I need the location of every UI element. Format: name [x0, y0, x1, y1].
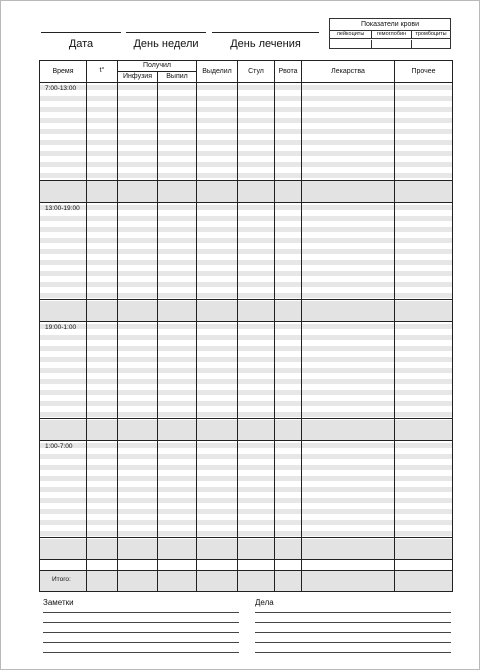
block-divider — [40, 321, 452, 322]
col-drank: Выпил — [166, 73, 188, 80]
column-divider — [274, 61, 275, 591]
weekday-label: День недели — [133, 38, 199, 50]
block-summary-row — [40, 181, 452, 202]
col-infusion: Инфузия — [123, 73, 152, 80]
column-divider — [301, 61, 302, 591]
col-vomit: Рвота — [278, 68, 298, 75]
tasks-writing-line[interactable] — [255, 622, 451, 623]
time-slot-night: 1:00-7:00 — [45, 443, 73, 450]
row-stripe — [40, 140, 452, 145]
tasks-label: Дела — [255, 598, 274, 607]
row-stripe — [40, 487, 452, 492]
row-stripe — [40, 216, 452, 221]
time-slot-morning: 7:00-13:00 — [45, 85, 77, 92]
total-label: Итого: — [52, 576, 71, 583]
block-divider — [40, 418, 452, 419]
block-divider — [40, 570, 452, 571]
row-stripe — [40, 205, 452, 210]
row-stripe — [40, 509, 452, 514]
row-stripe — [40, 335, 452, 340]
total-row — [40, 571, 452, 591]
row-stripe — [40, 129, 452, 134]
row-stripe — [40, 443, 452, 448]
received-subheader-divider — [118, 71, 196, 72]
row-stripe — [40, 465, 452, 470]
row-stripe — [40, 118, 452, 123]
col-received: Получил — [143, 62, 171, 69]
column-divider — [117, 61, 118, 591]
column-divider — [237, 61, 238, 591]
row-stripe — [40, 271, 452, 276]
row-stripe — [40, 293, 452, 298]
block-divider — [40, 537, 452, 538]
notes-writing-line[interactable] — [43, 632, 239, 633]
block-divider — [40, 180, 452, 181]
date-line — [41, 32, 121, 33]
tasks-writing-line[interactable] — [255, 642, 451, 643]
notes-writing-line[interactable] — [43, 612, 239, 613]
row-stripe — [40, 96, 452, 101]
tasks-writing-line[interactable] — [255, 652, 451, 653]
block-summary-row — [40, 301, 452, 322]
col-time: Время — [52, 68, 74, 75]
notes-writing-line[interactable] — [43, 642, 239, 643]
row-stripe — [40, 498, 452, 503]
tasks-writing-line[interactable] — [255, 632, 451, 633]
platelets-value-cell[interactable] — [412, 40, 450, 49]
row-stripe — [40, 260, 452, 265]
time-slot-evening: 19:00-1:00 — [45, 324, 77, 331]
row-stripe — [40, 249, 452, 254]
date-label: Дата — [68, 38, 94, 50]
row-stripe — [40, 346, 452, 351]
row-stripe — [40, 282, 452, 287]
row-stripe — [40, 357, 452, 362]
row-stripe — [40, 520, 452, 525]
leukocytes-value-cell[interactable] — [330, 40, 372, 49]
treatment-day-line — [212, 32, 319, 33]
row-stripe — [40, 227, 452, 232]
row-stripe — [40, 390, 452, 395]
notes-label: Заметки — [43, 598, 74, 607]
weekday-line — [126, 32, 206, 33]
column-divider — [394, 61, 395, 591]
row-stripe — [40, 324, 452, 329]
row-stripe — [40, 401, 452, 406]
row-stripe — [40, 85, 452, 90]
daily-log-table — [39, 60, 453, 592]
row-stripe — [40, 412, 452, 417]
hemoglobin-label: гемоглобин — [372, 30, 412, 39]
hemoglobin-value-cell[interactable] — [372, 40, 412, 49]
row-stripe — [40, 379, 452, 384]
row-stripe — [40, 173, 452, 178]
row-stripe — [40, 151, 452, 156]
col-excreted: Выделил — [202, 68, 232, 75]
column-divider — [157, 71, 158, 591]
block-summary-row — [40, 420, 452, 441]
col-medicine: Лекарства — [331, 68, 365, 75]
leukocytes-label: лейкоциты — [330, 30, 372, 39]
treatment-day-label: День лечения — [230, 38, 301, 50]
row-stripe — [40, 531, 452, 536]
block-divider — [40, 440, 452, 441]
notes-writing-line[interactable] — [43, 652, 239, 653]
column-divider — [86, 61, 87, 591]
block-divider — [40, 299, 452, 300]
header-bottom-line — [40, 82, 452, 83]
block-divider — [40, 202, 452, 203]
tasks-writing-line[interactable] — [255, 612, 451, 613]
platelets-label: тромбоциты — [412, 30, 450, 39]
block-summary-row — [40, 539, 452, 560]
block-divider — [40, 559, 452, 560]
blood-indicators-title: Показатели крови — [330, 19, 450, 31]
notes-writing-line[interactable] — [43, 622, 239, 623]
row-stripe — [40, 107, 452, 112]
col-temperature: t° — [99, 67, 105, 74]
col-stool: Стул — [248, 68, 264, 75]
row-stripe — [40, 454, 452, 459]
blood-indicators-box — [329, 18, 451, 49]
row-stripe — [40, 368, 452, 373]
col-other: Прочее — [411, 68, 436, 75]
row-stripe — [40, 476, 452, 481]
column-divider — [196, 61, 197, 591]
row-stripe — [40, 238, 452, 243]
row-stripe — [40, 162, 452, 167]
time-slot-afternoon: 13:00-19:00 — [45, 205, 80, 212]
